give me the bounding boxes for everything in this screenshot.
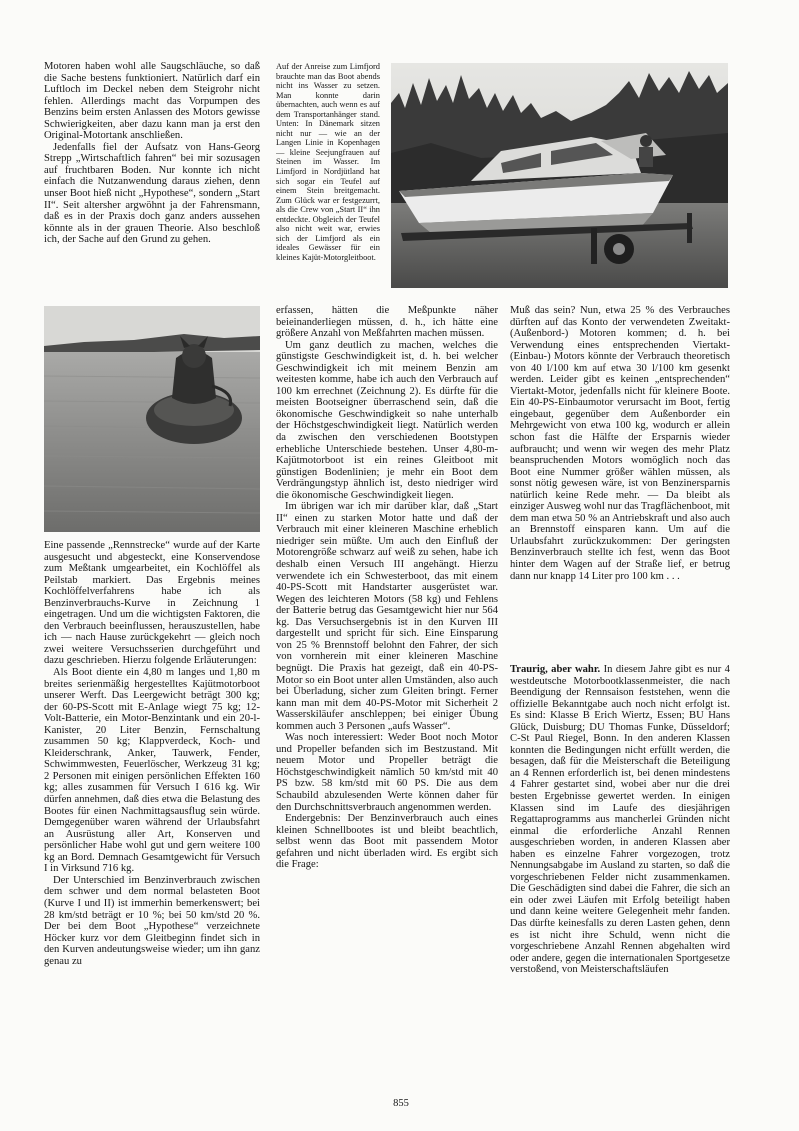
devil-photo-image xyxy=(44,306,260,532)
paragraph: Endergebnis: Der Benzinverbrauch auch eines kleinen Schnellbootes ist und bleibt beachtlich, selbst wenn das Boot mit passendem Motor gefahren und nicht überladen wird. Es ergibt sich die Frage: xyxy=(276,813,498,871)
photo-caption: Auf der Anreise zum Limfjord brauchte man das Boot abends nicht ins Wasser zu setzen. Man konnte darin übernachten, auch wenn es auf dem Transportanhänger stand. Unten: In Dänemark sitzen nicht nur — wie an der Langen Linie in Kopenhagen — kleine Seejungfrauen auf Steinen im Wasser. Im Limfjord in Nordjütland hat sich sogar ein Teufel auf einem Stein breitgemacht. Zum Glück war er festgezurrt, als die Crew von „Start II“ ihn entdeckte. Obgleich der Teufel also nicht weit war, erwies sich der Limfjord als ein ideales Gewässer für ein kleines Kajüt-Motorgleitboot. xyxy=(276,62,380,262)
column-1-top-text xyxy=(44,61,260,294)
devil-on-stone-photo xyxy=(44,306,260,532)
paragraph: Eine passende „Rennstrecke“ wurde auf der Karte ausgesucht und abgesteckt, eine Konservendose zum Meßtank umgearbeitet, ein Kochlöffel als Peilstab markiert. Das Ergebnis meines Kochlöffelverfahrens habe ich als Benzinverbrauchs-Kurve in Zeichnung 1 eingetragen. Und um die wichtigsten Faktoren, die den Verbrauch beeinflussen, herauszustellen, habe ich — nach Hause zurückgekehrt — gleich noch zwei weitere Versuchsserien durchgeführt und dazu geschrieben. Hierzu folgende Erläuterungen: xyxy=(44,540,260,667)
page-number: 855 xyxy=(393,1098,409,1109)
news-body: In diesem Jahre gibt es nur 4 westdeutsche Motorbootklassenmeister, die nach Beendigung der Rennsaison feststehen, wenn die offizielle Bekanntgabe auch noch nicht erfolgt ist. Es sind: Klasse B Erich Wiertz, Essen; BU Hans Glück, Duisburg; DU Thomas Funke, Düsseldorf; C-St Paul Riegel, Bonn. In den anderen Klassen konnten die Bedingungen nicht erfüllt werden, die besagen, daß für die Meisterschaft die Beteiligung an 4 Rennen erforderlich ist, bei denen mindestens 4 Fahrer gestartet sind, wobei aber nur die drei besten Ergebnisse gewertet werden. In einigen Klassen sind im Laufe des diesjährigen Regattaprogramms aus mancherlei Gründen nicht einmal die erforderliche Anzahl Rennen ausgeschrieben worden, in anderen Klassen aber haben es einzelne Fahrer vorgezogen, trotz Nennungsabgabe im Ausland zu starten, so daß die vorgeschriebenen Felder nicht zusammenkamen. Die Geschädigten sind dabei die Fahrer, die sich an ein oder zwei Läufen mit Erfolg beteiligt haben und dann keine weitere Gelegenheit mehr fanden. Das dürfte keinesfalls zu deren Lasten gehen, denn es ist nicht ihre Schuld, wenn nicht die vorgeschriebene Anzahl Rennen abgehalten wird oder andere, gegen die internationalen Sportgesetze verstoßend, von Meisterschaftsläufen xyxy=(510,664,730,976)
paragraph: Jedenfalls fiel der Aufsatz von Hans-Georg Strepp „Wirtschaftlich fahren“ bei mir sozusagen auf fruchtbaren Boden. Nur konnte ich nicht einfach die Nutzanwendung daraus ziehen, denn unser Boot hieß nicht „Hypothese“, sondern „Start II“. Seit altersher argwöhnt ja der Fahrensmann, daß es in der Praxis doch ganz anders aussehen könnte als in der grauen Theorie. Also beschloß ich, der Sache auf den Grund zu gehen. xyxy=(44,141,260,246)
news-headline: Traurig, aber wahr. xyxy=(510,664,601,675)
paragraph: Muß das sein? Nun, etwa 25 % des Verbrauches dürften auf das Konto der verwendeten Zweitakt-(Außenbord-) Motoren kommen; d. h. bei Verwendung eines entsprechenden Viertakt-(Einbau-) Motors könnte der Verbrauch theoretisch von 40 l/100 km auf etwa 30 l/100 km gesenkt werden. Leider gibt es keinen „entsprechenden“ Viertakt-Motor, jedenfalls nicht für kleinere Boote. Ein 40-PS-Einbaumotor verursacht im Boot, fertig eingebaut, gegenüber dem Außenborder ein Mehrgewicht von etwa 100 kg, wodurch er allein schon fast die Hälfte der Ersparnis wieder aufbraucht; und wenn wir wegen des mehr Platz beanspruchenden Motors womöglich noch das Boot eine Nummer größer wählen müssen, als sonst nötig gewesen wäre, ist von Benzinersparnis natürlich keine Rede mehr. — Da bleibt als einziger Ausweg wohl nur das Tragflächenboot, mit dem man etwa 50 % an Antriebskraft und also auch an Brennstoff einsparen kann. Um auf die Urlaubsfahrt zurückzukommen: Der geringsten Benzinverbrauch stellte ich fest, wenn das Boot hinter dem Wagen auf der Straße lief, er betrug dann nur knapp 14 Liter pro 100 km . . . xyxy=(510,305,730,582)
column-1-bottom-text xyxy=(44,540,260,1095)
column-2-text xyxy=(276,305,498,1095)
paragraph: Der Unterschied im Benzinverbrauch zwischen dem schwer und dem normal belasteten Boot (Kurve I und II) ist immerhin bemerkenswert; bei 28 km/std beträgt er 10 %; bei 50 km/std 20 %. Der bei dem Boot „Hypothese“ verzeichnete Höcker kurz vor dem Gleitbeginn findet sich in den Kurven andeutungsweise wieder; um ihn ganz genau zu xyxy=(44,874,260,967)
paragraph: Was noch interessiert: Weder Boot noch Motor und Propeller befanden sich im Bestzustand. Mit neuem Motor und Propeller beträgt die Höchstgeschwindigkeit nämlich 50 km/std mit 40 PS bzw. 58 km/std mit 60 PS. Die aus dem Schaubild abzulesenden Werte können daher für den Durchschnittsverbrauch angenommen werden. xyxy=(276,732,498,813)
column-3-text xyxy=(510,305,730,635)
paragraph: Als Boot diente ein 4,80 m langes und 1,80 m breites serienmäßig hergestelltes Kajütmotorboot unserer Werft. Das Leergewicht beträgt 300 kg; der 60-PS-Scott mit E-Anlage wiegt 75 kg; 12-Volt-Batterie, ein Motor-Benzintank und ein 20-l-Kanister, 20 Liter Benzin, Fernschaltung zusammen 50 kg; Klappverdeck, Koch- und Kleiderschrank, Anker, Tauwerk, Fender, Schwimmwesten, Feuerlöscher, Werkzeug 31 kg; 2 Personen mit einigen persönlichen Effekten 160 kg; alles zusammen für Versuch I 616 kg. Wir dürfen annehmen, daß dies etwa die Belastung des Bootes für einen Nachmittagsausflug sein würde. Demgegenüber waren während der Urlaubsfahrt an Ausrüstung aller Art, Konserven und persönlicher Habe wohl gut und gern weitere 100 kg an Bord. Demnach Gesamtgewicht für Versuch I in Virksund 716 kg. xyxy=(44,667,260,875)
news-item xyxy=(510,664,730,1096)
paragraph: erfassen, hätten die Meßpunkte näher beieinanderliegen müssen, d. h., ich hätte eine größere Anzahl von Meßfahrten machen müssen. xyxy=(276,305,498,340)
paragraph: Im übrigen war ich mir darüber klar, daß „Start II“ einen zu starken Motor hatte und daß der Verbrauch mit einer kleineren Maschine erheblich niedriger sein müßte. Um auch den Einfluß der Motorengröße schwarz auf weiß zu sehen, habe ich deshalb einen Versuch III angehängt. Hierzu verwendete ich ein Schwesterboot, das mit einem 40-PS-Scott mit Handstarter ausgerüstet war. Wegen des leichteren Motors (58 kg) und Fehlens der Batterie betrug das Gesamtgewicht hier nur 564 kg. Das Versuchsergebnis ist in den Kurven III dargestellt und spricht für sich. Eine Einsparung von 25 % Brennstoff belohnt den Fahrer, der sich von vornherein mit einer kleineren Maschine begnügt. Die Praxis hat gezeigt, daß ein 40-PS-Motor so ein Boot unter allen Umständen, also auch bei Überladung, sicher zum Gleiten bringt. Ferner kann man mit dem 40-PS-Motor mit Sicherheit 2 Wasserskiläufer anschleppen; bei einiger Übung kommen auch 3 Personen „aufs Wasser“. xyxy=(276,501,498,732)
paragraph: Um ganz deutlich zu machen, welches die günstigste Geschwindigkeit ist, d. h. bei welcher Geschwindigkeit ich mit meinem Benzin am weitesten komme, habe ich auch den Verbrauch auf 100 km errechnet (Zeichnung 2). Es dürfte für die meisten Bootseigner überraschend sein, daß die ökonomische Geschwindigkeit so nahe unterhalb der Höchstgeschwindigkeit liegt. Natürlich werden da zwischen den verschiedenen Bootstypen erhebliche Unterschiede bestehen. Unser 4,80-m-Kajütmotorboot ist ein reines Gleitboot mit günstigen Bodenlinien; je mehr ein Boot dem Verdrängungstyp ähnlich ist, desto niedriger wird die ökonomische Geschwindigkeit liegen. xyxy=(276,339,498,501)
boat-on-trailer-photo xyxy=(391,63,728,288)
paragraph: Motoren haben wohl alle Saugschläuche, so daß die Sache bestens funktioniert. Natürlich darf ein Luftloch im Deckel neben dem Steigrohr nicht fehlen. Allerdings macht das Vorpumpen des Benzins beim ersten Anlassen des Motors gewisse Schwierigkeiten, aber dazu kann man ja erst den Original-Motortank anschließen. xyxy=(44,61,260,142)
boat-photo-image xyxy=(391,63,728,288)
